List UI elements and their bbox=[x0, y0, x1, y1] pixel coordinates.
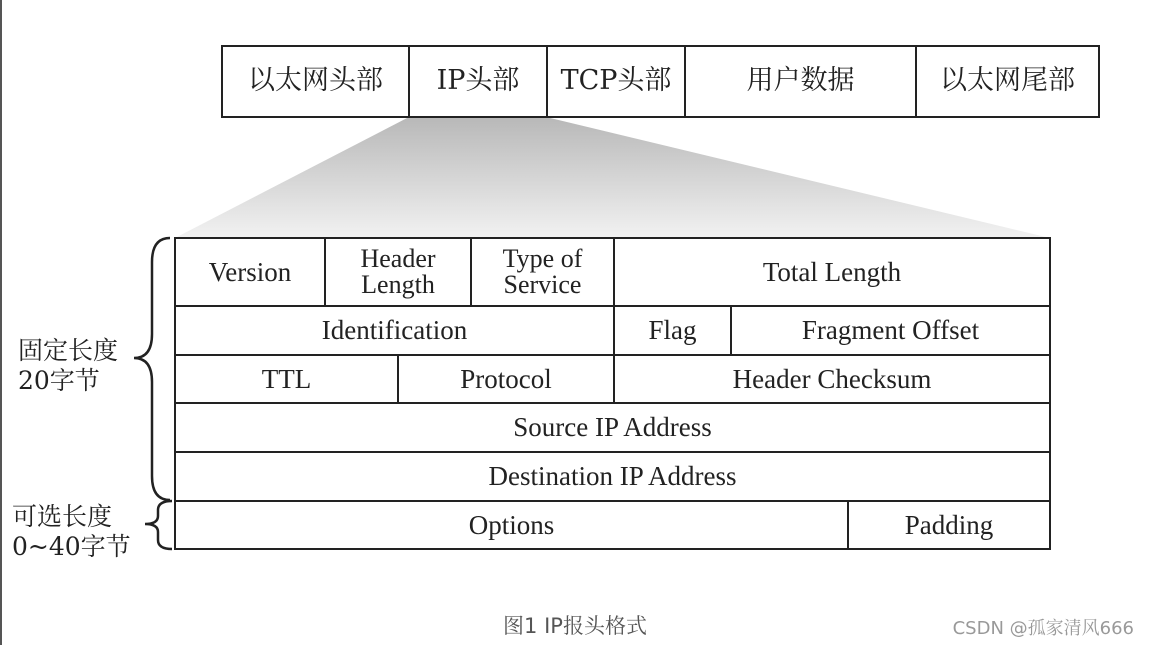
field-header-length: Header Length bbox=[324, 237, 472, 307]
ip-header-projection bbox=[175, 117, 1050, 238]
optional-length-label: 可选长度 0~40字节 bbox=[12, 502, 131, 561]
figure-caption: 图1 IP报头格式 bbox=[503, 614, 647, 638]
watermark: CSDN @孤家清风666 bbox=[952, 618, 1134, 639]
field-identification: Identification bbox=[174, 305, 615, 356]
field-header-checksum: Header Checksum bbox=[613, 354, 1051, 404]
field-version: Version bbox=[174, 237, 326, 307]
fixed-length-label: 固定长度 20字节 bbox=[18, 336, 119, 395]
field-destination-ip: Destination IP Address bbox=[174, 451, 1051, 502]
field-source-ip: Source IP Address bbox=[174, 402, 1051, 453]
field-ttl: TTL bbox=[174, 354, 399, 404]
field-flag: Flag bbox=[613, 305, 732, 356]
frame-segment-user-data: 用户数据 bbox=[684, 45, 917, 118]
field-fragment-offset: Fragment Offset bbox=[730, 305, 1051, 356]
field-total-length: Total Length bbox=[613, 237, 1051, 307]
frame-segment-tcp-header: TCP头部 bbox=[546, 45, 686, 118]
fixed-length-brace bbox=[134, 238, 170, 500]
frame-segment-ip-header: IP头部 bbox=[408, 45, 548, 118]
field-protocol: Protocol bbox=[397, 354, 615, 404]
field-options: Options bbox=[174, 500, 849, 550]
field-padding: Padding bbox=[847, 500, 1051, 550]
frame-segment-ethernet-header: 以太网头部 bbox=[221, 45, 410, 118]
optional-length-brace bbox=[145, 501, 172, 549]
field-type-of-service: Type of Service bbox=[470, 237, 615, 307]
frame-segment-ethernet-trailer: 以太网尾部 bbox=[915, 45, 1100, 118]
